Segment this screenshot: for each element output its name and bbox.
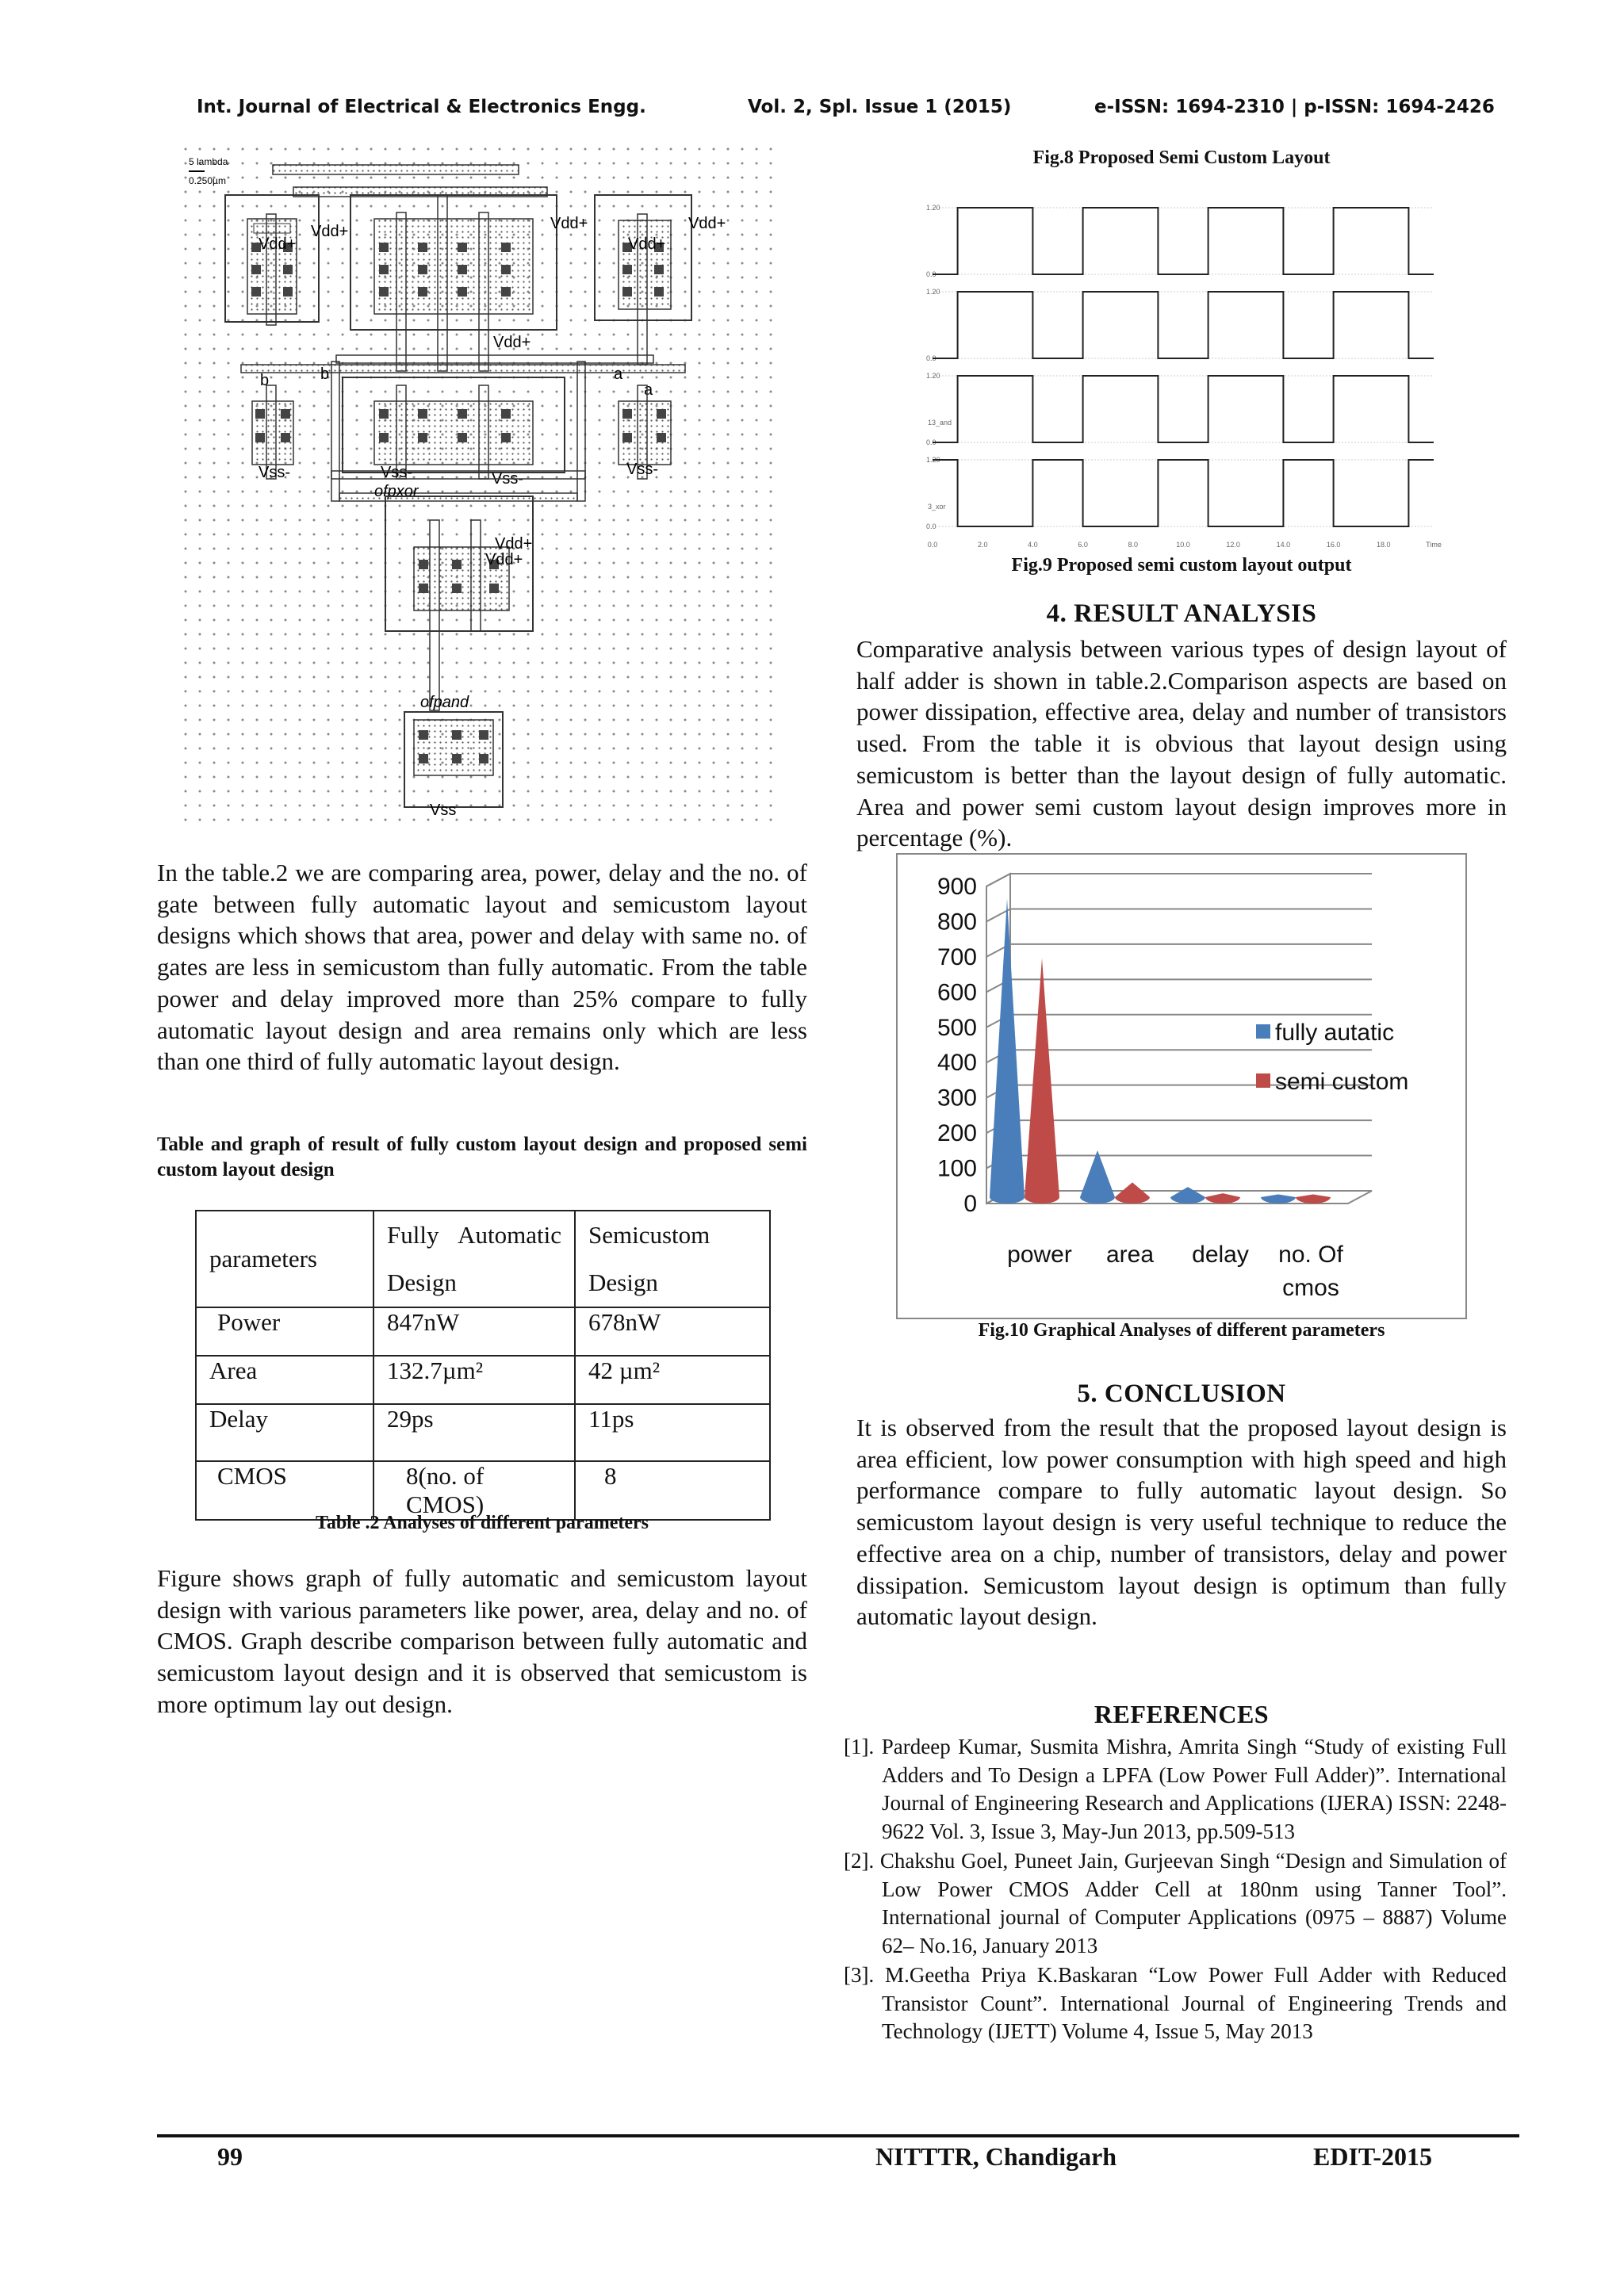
wave-ytick: 0.0: [926, 438, 936, 446]
wave-xtick: 8.0: [1128, 541, 1139, 549]
wave-xtick: 4.0: [1028, 541, 1038, 549]
vdd-label: Vdd+: [688, 215, 726, 232]
chart-ytick-label: 0: [963, 1191, 977, 1217]
fig10-caption: Fig.10 Graphical Analyses of different parameters: [978, 1320, 1385, 1341]
section-5-text: It is observed from the result that the proposed layout design is area efficient, low power consumption with high speed and high performance compare to fully automatic layout design. So semicustom layout design is very useful technique to reduce the effective area on a chip, number of transistors, delay and power dissipation. Semicustom layout design is optimum than fully automatic layout design.: [856, 1414, 1507, 1631]
wave-ytick: 0.0: [926, 270, 936, 278]
table-row: Delay 29ps 11ps: [196, 1404, 770, 1461]
references-title: REFERENCES: [1094, 1700, 1270, 1728]
reference-item: [1]. Pardeep Kumar, Susmita Mishra, Amrita Singh “Study of existing Full Adders and To Design a LPFA (Low Power Full Adder)”. International Journal of Engineering Research and Applications (IJERA) ISSN: 2248-9622 Vol. 3, Issue 3, May-Jun 2013, pp.509-513: [844, 1735, 1507, 1843]
wave-xtick: 6.0: [1078, 541, 1088, 549]
footer-rule: [157, 2134, 1519, 2137]
table-caption: Table .2 Analyses of different parameters: [316, 1513, 649, 1533]
chart-xtick-label: area: [1105, 1242, 1155, 1268]
page-number: 99: [217, 2142, 243, 2171]
input-a-label: a: [644, 381, 653, 399]
table-heading: Table and graph of result of fully custom layout design and proposed semi custom layout design: [157, 1134, 807, 1181]
chart-ytick-label: 100: [936, 1155, 977, 1182]
chart-ytick-label: 900: [936, 874, 977, 900]
section-4-title: 4. RESULT ANALYSIS: [1046, 599, 1317, 628]
vss-label: Vss: [430, 802, 457, 819]
reference-item: [2]. Chakshu Goel, Puneet Jain, Gurjeevan Singh “Design and Simulation of Low Power CMOS Adder Cell at 180nm using Tanner Tool”. International journal of Computer Applications (0975 – 8887) Volume 62– No.16, January 2013: [844, 1849, 1507, 1957]
fig9-caption: Fig.9 Proposed semi custom layout output: [1011, 555, 1352, 576]
input-b-label: b: [260, 372, 270, 389]
wave-trace: [933, 460, 1434, 526]
wave-ytick: 1.20: [926, 456, 940, 464]
chart-ytick-label: 700: [936, 943, 977, 970]
chart-ytick-label: 800: [936, 909, 977, 936]
comparison-cone-chart: [896, 853, 1467, 1319]
wave-ytick: 1.20: [926, 288, 940, 296]
issn-info: e-ISSN: 1694-2310 | p-ISSN: 1694-2426: [1094, 97, 1495, 117]
wave-ytick: 0.0: [926, 354, 936, 362]
vdd-label: Vdd+: [259, 235, 297, 253]
legend-label: semi custom: [1275, 1069, 1409, 1095]
wave-xtick: Time: [1426, 541, 1442, 549]
vdd-label: Vdd+: [550, 215, 588, 232]
chart-xtick-label: delay: [1192, 1242, 1249, 1268]
waveform-output-plot: [926, 195, 1450, 550]
wave-ytick: 0.0: [926, 522, 936, 530]
wave-xtick: 16.0: [1326, 541, 1341, 549]
vdd-label: Vdd+: [628, 235, 666, 253]
vss-label: Vss-: [259, 464, 290, 481]
input-a-label: a: [614, 365, 623, 383]
legend-swatch: [1256, 1024, 1270, 1039]
table-header-parameters: parameters: [196, 1211, 373, 1307]
table-row: CMOS 8(no. of CMOS) 8: [196, 1461, 770, 1520]
wave-xtick: 10.0: [1176, 541, 1190, 549]
wave-xtick: 2.0: [977, 541, 988, 549]
wave-trace-label: 3_xor: [928, 503, 946, 511]
left-paragraph-2: Figure shows graph of fully automatic and semicustom layout design with various parameters like power, area, delay and no. of CMOS. Graph describe comparison between fully automatic and semicustom layout design and it is observed that semicustom is more optimum lay out design.: [157, 1564, 807, 1718]
wave-xtick: 0.0: [927, 541, 938, 549]
chart-ytick-label: 400: [936, 1050, 977, 1077]
vss-label: Vss-: [626, 461, 658, 478]
wave-ytick: 1.20: [926, 372, 940, 380]
table-row: Power 847nW 678nW: [196, 1307, 770, 1356]
vss-label: Vss-: [381, 464, 412, 481]
wave-trace: [933, 292, 1434, 358]
section-5-title: 5. CONCLUSION: [1077, 1380, 1286, 1408]
chart-ytick-label: 200: [936, 1120, 977, 1147]
vdd-label: Vdd+: [495, 535, 533, 553]
legend-label: fully autatic: [1275, 1020, 1395, 1046]
chart-xtick-label: cmos: [1282, 1275, 1339, 1301]
scale-value: 0.250µm: [189, 175, 226, 186]
wave-trace-label: 13_and: [928, 419, 952, 427]
input-b-label: b: [320, 365, 330, 383]
fig8-caption: Fig.8 Proposed Semi Custom Layout: [1032, 147, 1331, 168]
wave-ytick: 1.20: [926, 204, 940, 212]
chart-xtick-label: no. Of: [1278, 1242, 1343, 1268]
vdd-label: Vdd+: [485, 551, 523, 568]
footer-institute: NITTTR, Chandigarh: [875, 2142, 1117, 2171]
section-4-text: Comparative analysis between various types of design layout of half adder is shown in table.2.Comparison aspects are based on power dissipation, effective area, delay and number of transistors used. From the table it is obvious that layout design using semicustom is better than the layout design of fully automatic. Area and power semi custom layout design improves more in percentage (%).: [856, 635, 1507, 852]
semi-custom-layout-diagram: [184, 147, 777, 831]
wave-xtick: 14.0: [1276, 541, 1291, 549]
footer-edition: EDIT-2015: [1313, 2142, 1432, 2171]
vdd-label: Vdd+: [311, 223, 349, 240]
table-header-fully: Fully Automatic Design: [373, 1211, 575, 1307]
wave-trace: [933, 208, 1434, 274]
ofpxor-label: ofpxor: [374, 483, 419, 500]
wave-xtick: 18.0: [1377, 541, 1391, 549]
chart-ytick-label: 500: [936, 1014, 977, 1041]
wave-trace: [933, 376, 1434, 442]
reference-item: [3]. M.Geetha Priya K.Baskaran “Low Power Full Adder with Reduced Transistor Count”. International Journal of Engineering Trends and Technology (IJETT) Volume 4, Issue 5, May 2013: [844, 1963, 1507, 2043]
scale-label: 5 lambda: [189, 156, 228, 167]
references-list: [844, 1733, 1507, 2048]
results-table: [195, 1210, 771, 1521]
table-header-semi: Semicustom Design: [575, 1211, 770, 1307]
chart-ytick-label: 600: [936, 979, 977, 1006]
left-paragraph-1: In the table.2 we are comparing area, power, delay and the no. of gate between fully automatic layout and semicustom layout designs which shows that area, power and delay with same no. of gates are less in semicustom than fully automatic. From the table power and delay improved more than 25% compare to fully automatic layout design and area remains only which are less than one third of fully automatic layout design.: [157, 859, 807, 1076]
ofpand-label: ofpand: [420, 694, 469, 711]
volume-info: Vol. 2, Spl. Issue 1 (2015): [748, 97, 1012, 117]
chart-xtick-label: power: [1007, 1242, 1072, 1268]
chart-ytick-label: 300: [936, 1085, 977, 1112]
vdd-label: Vdd+: [493, 334, 531, 351]
table-row: Area 132.7µm² 42 µm²: [196, 1356, 770, 1404]
wave-xtick: 12.0: [1226, 541, 1240, 549]
legend-swatch: [1256, 1073, 1270, 1088]
vss-label: Vss-: [492, 470, 523, 488]
journal-name: Int. Journal of Electrical & Electronics Engg.: [197, 97, 646, 117]
